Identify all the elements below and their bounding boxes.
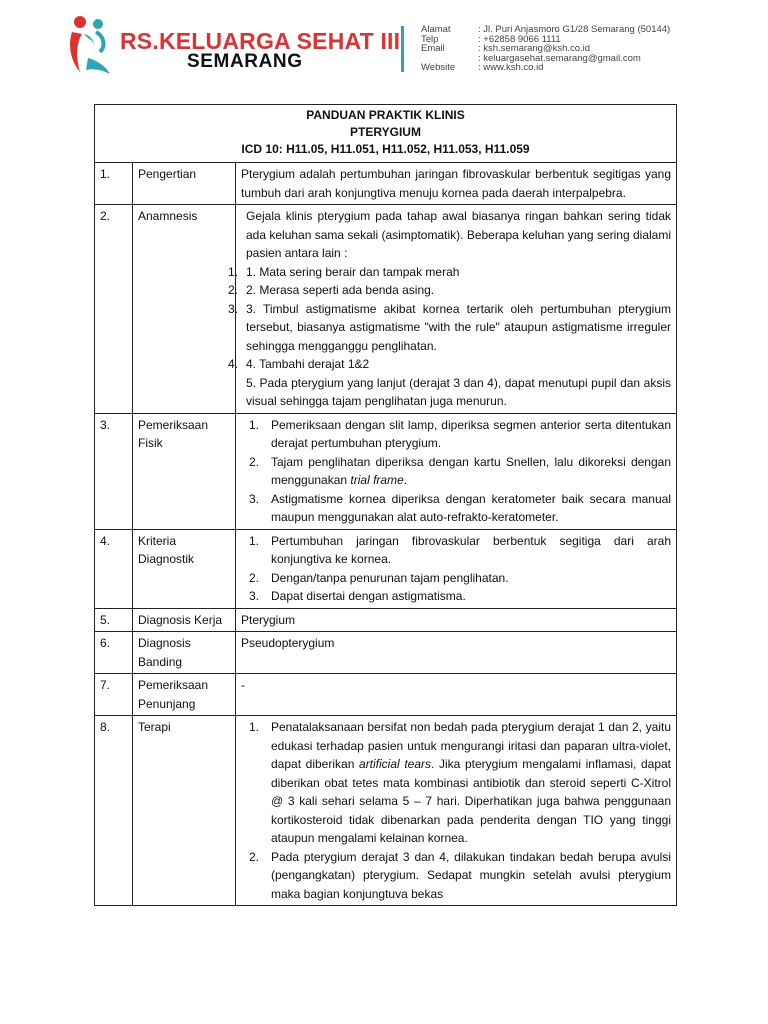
list-item-text: .	[403, 473, 408, 487]
anamnesis-intro: Gejala klinis pterygium pada tahap awal biasanya ringan bahkan sering tidak ada keluhan sama sekali (asimptomatik). Beberapa keluhan yang sering dialami pasien antara lain :	[246, 209, 671, 260]
contact-label: Website	[421, 62, 456, 74]
therapy-list	[241, 718, 671, 903]
exam-list	[241, 416, 671, 527]
table-row	[95, 413, 677, 529]
contact-value: : +62858 9066 1111	[478, 33, 561, 45]
list-marker: 2.	[249, 570, 260, 585]
contact-label: Alamat	[421, 24, 451, 35]
family-logo-icon	[66, 14, 116, 78]
row-content	[236, 716, 677, 906]
list-item	[241, 453, 671, 490]
list-item-text: . Jika pterygium mengalami inflamasi, dapat diberikan obat tetes mata kombinasi antibiotik dan steroid seperti C-Xitrol @ 3 kali sehari selama 5 – 7 hari. Diperhatikan juga bahwa penggunaan kortikosteroid tidak dibenarkan pada penderita dengan TIO yang tinggi ataupun mengalami kelainan kornea.	[271, 757, 671, 845]
header-divider	[401, 26, 404, 72]
row-number: 4.	[95, 529, 133, 608]
list-item-text: Dapat disertai dengan astigmatisma.	[271, 589, 466, 603]
row-number: 8.	[95, 716, 133, 906]
list-marker: 3.	[249, 589, 260, 603]
list-item	[228, 263, 671, 282]
list-marker: 1.	[249, 417, 260, 432]
row-label: Kriteria Diagnostik	[133, 529, 236, 608]
list-marker: 1.	[249, 720, 260, 734]
row-number: 3.	[95, 413, 133, 529]
list-item-text: Pada pterygium derajat 3 dan 4, dilakukan tindakan bedah berupa avulsi (pengangkatan) pterygium. Sedapat mungkin setelah avulsi pterygium maka bagian konjungtuva bekas	[271, 849, 671, 901]
list-item-text: 3. Timbul astigmatisme akibat kornea tertarik oleh pertumbuhan pterygium tersebut, biasanya astigmatisme "with the rule" ataupun astigmatisme irreguler sehingga mengganggu penglihatan.	[246, 301, 671, 353]
row-label: Pemeriksaan Penunjang	[133, 674, 236, 716]
list-marker: 3.	[228, 301, 239, 316]
list-item-italic: trial frame	[350, 473, 404, 487]
clinical-guideline-table	[94, 104, 677, 906]
hospital-name: RS.KELUARGA SEHAT III	[120, 28, 401, 54]
row-content	[236, 413, 677, 529]
table-row	[95, 674, 677, 716]
list-item	[241, 416, 671, 453]
list-item	[241, 587, 671, 606]
row-content: Pterygium	[236, 608, 677, 632]
contact-value[interactable]: : ksh.semarang@ksh.co.id	[478, 43, 591, 55]
contact-value[interactable]: : keluargasehat.semarang@gmail.com	[478, 52, 641, 64]
list-marker: 4.	[228, 357, 239, 371]
row-label: Pengertian	[133, 163, 236, 205]
title-row	[95, 105, 677, 163]
list-item-text: Tajam penglihatan diperiksa dengan kartu Snellen, lalu dikoreksi dengan menggunakan	[271, 454, 671, 487]
list-marker: 3.	[249, 491, 260, 506]
row-content: -	[236, 674, 677, 716]
list-item-italic: artificial tears	[359, 757, 432, 771]
contact-row	[421, 63, 670, 73]
list-item-text: Dengan/tanpa penurunan tajam penglihatan.	[271, 570, 509, 585]
contact-block	[421, 25, 670, 73]
row-number: 2.	[95, 205, 133, 414]
list-marker: 2.	[228, 283, 239, 297]
row-content	[228, 205, 677, 414]
contact-value[interactable]: : www.ksh.co.id	[478, 62, 544, 74]
list-item	[241, 490, 671, 527]
table-row	[95, 716, 677, 906]
list-item-text: 1. Mata sering berair dan tampak merah	[246, 264, 460, 279]
contact-row	[421, 54, 670, 64]
list-item	[241, 569, 671, 588]
list-item-text: 2. Merasa seperti ada benda asing.	[246, 283, 435, 297]
contact-label: Telp	[421, 33, 439, 45]
table-row	[95, 205, 677, 414]
document-subject: PTERYGIUM	[350, 125, 421, 139]
row-number: 1.	[95, 163, 133, 205]
table-row	[95, 608, 677, 632]
list-marker: 2.	[249, 454, 260, 469]
table-row	[95, 529, 677, 608]
row-label: Pemeriksaan Fisik	[133, 413, 236, 529]
title-cell	[95, 105, 677, 163]
list-item	[241, 848, 671, 904]
row-label: Anamnesis	[133, 205, 236, 414]
contact-label: Email	[421, 43, 445, 55]
row-label: Terapi	[133, 716, 236, 906]
criteria-list	[241, 532, 671, 606]
list-item-text: 5. Pada pterygium yang lanjut (derajat 3 dan 4), dapat menutupi pupil dan aksis visual sehingga tajam penglihatan juga menurun.	[246, 375, 671, 408]
table-row	[95, 163, 677, 205]
list-marker: 1.	[249, 533, 260, 548]
list-item-text: Penatalaksanaan bersifat non bedah pada pterygium derajat 1 dan 2, yaitu edukasi terhadap pasien untuk mengurangi iritasi dan paparan ultra-violet, dapat diberikan	[271, 720, 671, 771]
list-item-text: Pertumbuhan jaringan fibrovaskular berbentuk segitiga dari arah konjungtiva ke kornea.	[271, 533, 671, 566]
list-item	[228, 300, 671, 356]
icd-codes: ICD 10: H11.05, H11.051, H11.052, H11.053, H11.059	[241, 142, 530, 156]
row-label: Diagnosis Kerja	[133, 608, 236, 632]
row-number: 7.	[95, 674, 133, 716]
list-item-text: 4. Tambahi derajat 1&2	[246, 357, 370, 371]
symptom-list	[228, 263, 671, 411]
list-item-text: Pemeriksaan dengan slit lamp, diperiksa segmen anterior serta ditentukan derajat pertumbuhan pterygium.	[271, 417, 671, 450]
list-item-text: Astigmatisme kornea diperiksa dengan keratometer baik secara manual maupun menggunakan alat auto-refrakto-keratometer.	[271, 491, 671, 524]
hospital-city: SEMARANG	[187, 51, 303, 72]
list-item	[241, 718, 671, 848]
contact-value: : Jl. Puri Anjasmoro G1/28 Semarang (50144)	[478, 24, 671, 35]
list-item	[228, 281, 671, 300]
row-number: 6.	[95, 632, 133, 674]
list-item	[241, 532, 671, 569]
list-marker: 2.	[249, 849, 260, 864]
row-content: Pterygium adalah pertumbuhan jaringan fibrovaskular berbentuk segitigas yang tumbuh dari arah konjungtiva menuju kornea pada daerah interpalpebra.	[236, 163, 677, 205]
list-marker: 1.	[228, 264, 239, 279]
document-title: PANDUAN PRAKTIK KLINIS	[306, 108, 465, 122]
row-label: Diagnosis Banding	[133, 632, 236, 674]
row-number: 5.	[95, 608, 133, 632]
letterhead	[0, 0, 768, 92]
list-item	[246, 374, 671, 411]
row-content	[236, 529, 677, 608]
list-item	[228, 355, 671, 374]
table-row	[95, 632, 677, 674]
row-content: Pseudopterygium	[236, 632, 677, 674]
